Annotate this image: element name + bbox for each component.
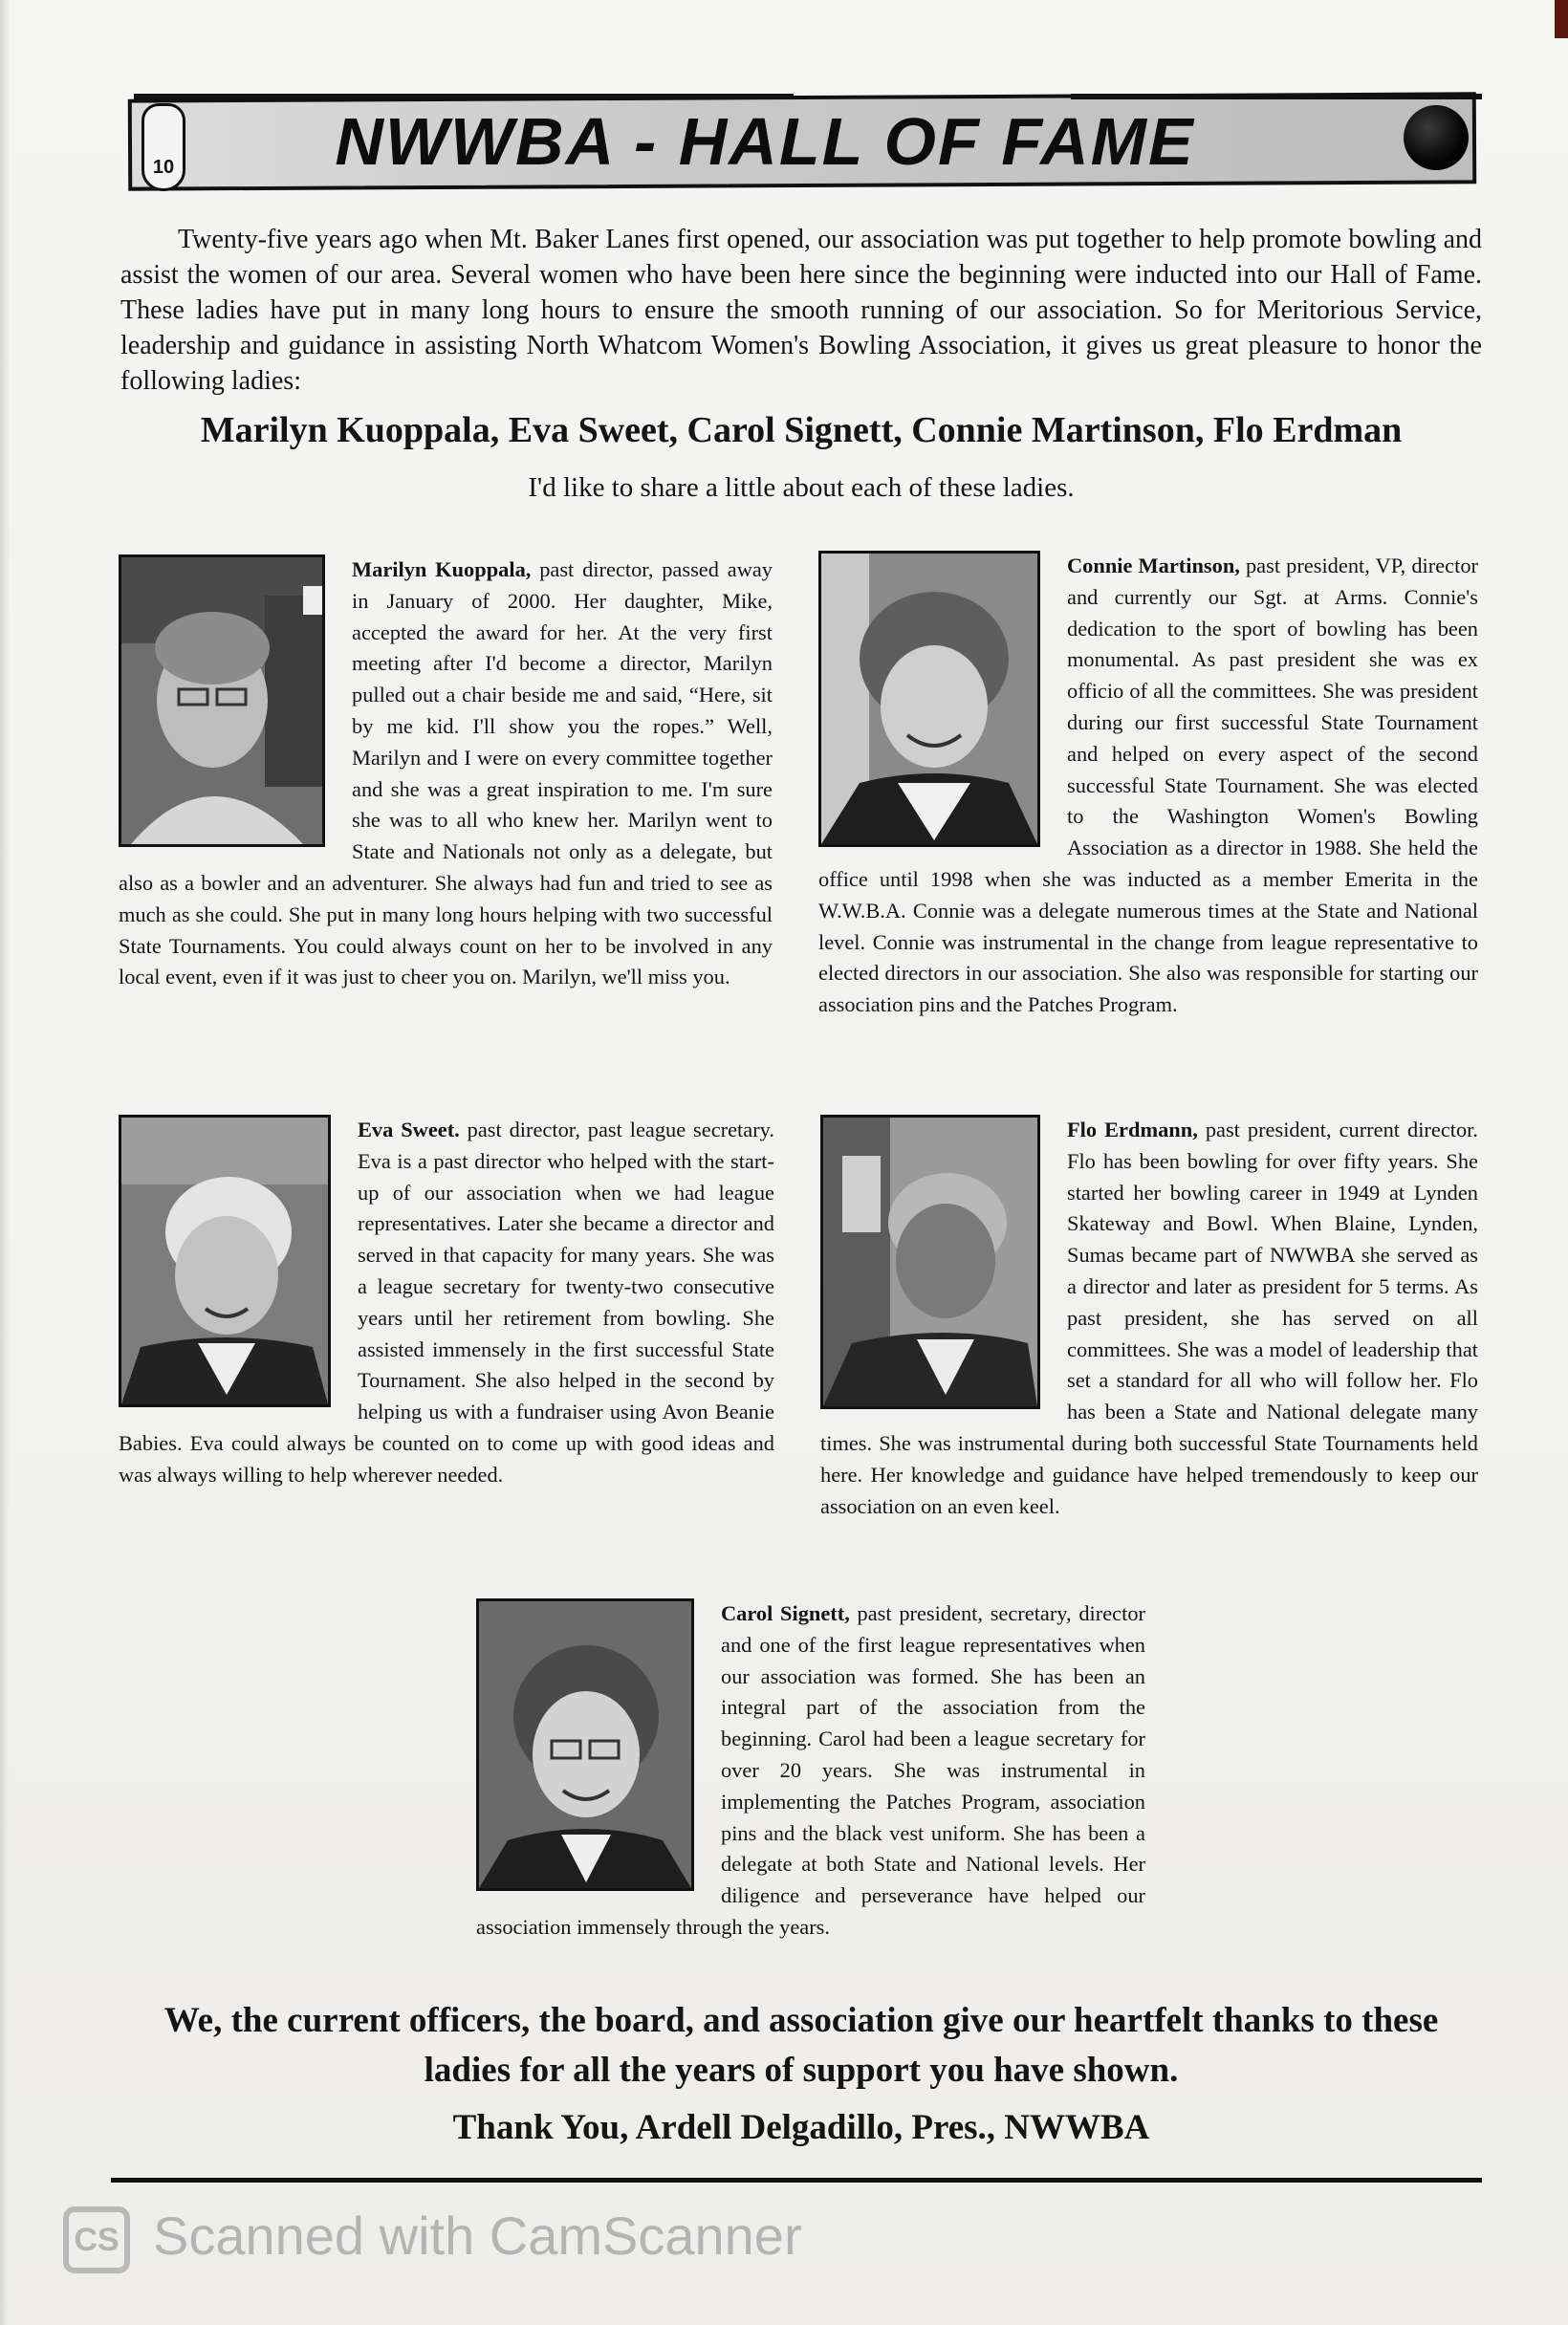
bio-eva-text: past director, past league secretary. Eva is a past director who helped with the start-up of our association when we had league representatives. Later she became a director and served in that capacity for many years. She was a league secretary for twenty-two consecutive years until her retirement from bowling. She assisted immensely in the first successful State Tournament. She also helped in the second by helping us with a fundraiser using Avon Beanie Babies. Eva could always be counted on to come up with good ideas and was always willing to help wherever needed. <box>119 1118 774 1487</box>
bio-connie <box>818 551 1478 1021</box>
bio-flo-name: Flo Erdmann, <box>1067 1118 1198 1141</box>
banner-top-rule-right <box>1071 94 1482 99</box>
bio-eva <box>119 1115 774 1491</box>
bio-flo <box>820 1115 1478 1522</box>
bio-eva-name: Eva Sweet. <box>358 1118 460 1141</box>
bio-carol-text: past president, secretary, director and one of the first league representatives when our association was formed. She has been an integral part of the association from the beginning. Carol had been a league secretary for over 20 years. She was instrumental in implementing the Patches Program, association pins and the black vest uniform. She has been a delegate at both State and National levels. Her diligence and perseverance have helped our association immensely through the years. <box>476 1601 1145 1939</box>
photo-connie <box>818 551 1040 847</box>
camscanner-logo-icon: CS <box>63 2206 130 2273</box>
photo-flo <box>820 1115 1040 1409</box>
bio-marilyn-text: past director, passed away in January of 2000. Her daughter, Mike, accepted the award for her. At the very first meeting after I'd become a director, Marilyn pulled out a chair beside me and said, “Here, sit by me kid. I'll show you the ropes.” Well, Marilyn and I were on every committee together and she was a great inspiration to me. I'm sure she was to all who knew her. Marilyn went to State and Nationals not only as a delegate, but also as a bowler and an adventurer. She always had fun and tried to see as much as she could. She put in many long hours helping with two successful State Tournaments. You could always count on her to be involved in any local event, even if it was just to cheer you on. Marilyn, we'll miss you. <box>119 557 773 989</box>
bowling-ball-icon <box>1404 105 1469 170</box>
bio-carol-name: Carol Signett, <box>721 1601 850 1625</box>
photo-carol <box>476 1598 694 1891</box>
bio-carol <box>476 1598 1145 1944</box>
bio-flo-text: past president, current director. Flo has been bowling for over fifty years. She started her bowling career in 1949 at Lynden Skateway and Bowl. When Blaine, Lynden, Sumas became part of NWWBA she served as a director and later as president for 5 terms. As past president, she has served on all committees. She was a model of leadership that set a standard for all who will follow her. Flo has been a State and National delegate many times. She was instrumental during both successful State Tournaments held here. Her knowledge and guidance have helped tremendously to keep our association on an even keel. <box>820 1118 1478 1518</box>
closing-statement: We, the current officers, the board, and association give our heartfelt thanks to these ladies for all the years of support you have shown. <box>163 2001 1439 2090</box>
page-title: NWWBA - HALL OF FAME <box>335 104 1195 179</box>
share-line: I'd like to share a little about each of these ladies. <box>528 472 1075 503</box>
intro-paragraph: Twenty-five years ago when Mt. Baker Lanes first opened, our association was put together to help promote bowling and assist the women of our area. Several women who have been here since the beginning were inducted into our Hall of Fame. These ladies have put in many long hours to ensure the smooth running of our association. So for Meritorious Service, leadership and guidance in assisting North Whatcom Women's Bowling Association, it gives us great pleasure to honor the following ladies: <box>120 225 1482 396</box>
bio-connie-name: Connie Martinson, <box>1067 554 1240 577</box>
binding-spine-mark <box>1555 0 1568 38</box>
bottom-rule <box>111 2178 1482 2183</box>
banner-top-rule <box>134 94 794 99</box>
bio-marilyn-name: Marilyn Kuoppala, <box>352 557 532 581</box>
bio-connie-text: past president, VP, director and currently our Sgt. at Arms. Connie's dedication to the sport of bowling has been monumental. As past president she was ex officio of all the committees. She was president during our first successful State Tournament and helped on every aspect of the second successful State Tournament. She was elected to the Washington Women's Bowling Association as a director in 1988. She held the office until 1998 when she was inducted as a member Emerita in the W.W.B.A. Connie was a delegate numerous times at the State and National level. Connie was instrumental in the change from league representative to elected directors in our association. She also was responsible for starting our association pins and the Patches Program. <box>818 554 1478 1017</box>
photo-eva <box>119 1115 331 1407</box>
signoff: Thank You, Ardell Delgadillo, Pres., NWWBA <box>452 2108 1150 2147</box>
camscanner-watermark: Scanned with CamScanner <box>153 2205 802 2266</box>
page-number: 10 <box>152 157 175 178</box>
honorees-line: Marilyn Kuoppala, Eva Sweet, Carol Signett, Connie Martinson, Flo Erdman <box>200 410 1403 450</box>
photo-marilyn <box>119 554 325 847</box>
bio-marilyn <box>119 554 773 993</box>
page-edge-shadow <box>0 0 10 2325</box>
